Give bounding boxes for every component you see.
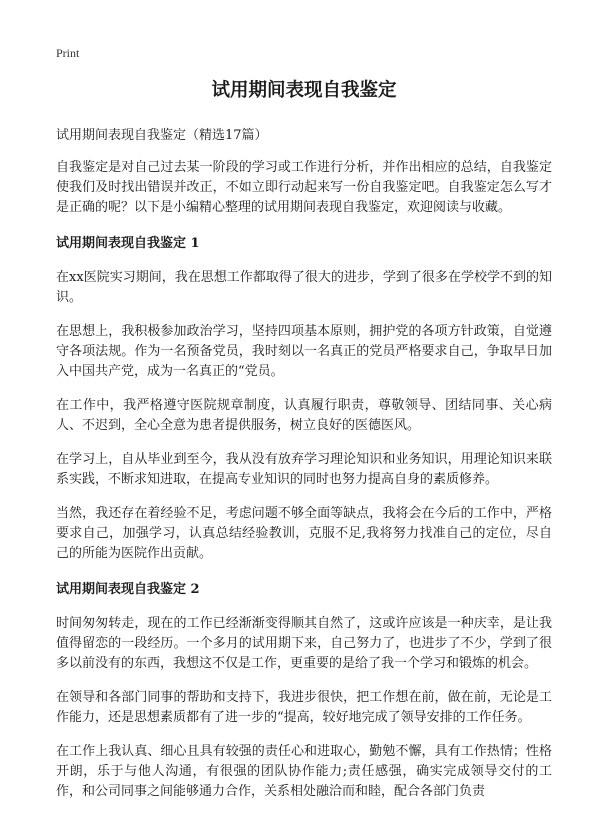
paragraph: 在思想上，我积极参加政治学习，坚持四项基本原则，拥护党的各项方针政策，自觉遵守各项法规。作为一名预备党员，我时刻以一名真正的党员严格要求自己，争取早日加入中国共产党，成为一名真正的“党员。 (56, 324, 552, 379)
paragraph: 在领导和各部门同事的帮助和支持下，我进步很快，把工作想在前，做在前，无论是工作能力，还是思想素质都有了进一步的“提高，较好地完成了领导安排的工作任务。 (56, 690, 552, 725)
paragraph: 在工作上我认真、细心且具有较强的责任心和进取心，勤勉不懈，具有工作热情；性格开朗，乐于与他人沟通，有很强的团队协作能力;责任感强，确实完成领导交付的工作，和公司同事之间能够通力合作，关系相处融洽而和睦，配合各部门负责 (56, 744, 552, 799)
paragraph: 在xx医院实习期间，我在思想工作都取得了很大的进步，学到了很多在学校学不到的知识。 (56, 270, 552, 305)
document-body (56, 78, 552, 816)
print-link[interactable]: Print (56, 46, 80, 60)
paragraph: 在学习上，自从毕业到至今，我从没有放弃学习理论知识和业务知识，用理论知识来联系实践，不断求知进取，在提高专业知识的同时也努力提高自身的素质修养。 (56, 452, 552, 487)
paragraph: 在工作中，我严格遵守医院规章制度，认真履行职责，尊敬领导、团结同事、关心病人、不迟到，全心全意为患者提供服务，树立良好的医德医风。 (56, 398, 552, 433)
paragraph: 时间匆匆转走，现在的工作已经渐渐变得顺其自然了，这或许应该是一种庆幸，是让我值得留恋的一段经历。一个多月的试用期下来，自己努力了，也进步了不少，学到了很多以前没有的东西，我想这不仅是工作，更重要的是给了我一个学习和锻炼的机会。 (56, 616, 552, 671)
intro-paragraph: 自我鉴定是对自己过去某一阶段的学习或工作进行分析，并作出相应的总结，自我鉴定使我们及时找出错误并改正，不如立即行动起来写一份自我鉴定吧。自我鉴定怎么写才是正确的呢？以下是小编精心整理的试用期间表现自我鉴定，欢迎阅读与收藏。 (56, 160, 552, 215)
document-subtitle: 试用期间表现自我鉴定（精选17篇） (56, 128, 268, 143)
paragraph: 当然，我还存在着经验不足，考虑问题不够全面等缺点，我将会在今后的工作中，严格要求自己，加强学习，认真总结经验教训，克服不足,我将努力找准自己的定位，尽自己的所能为医院作出贡献。 (56, 506, 552, 561)
section-heading-2: 试用期间表现自我鉴定 2 (56, 582, 200, 597)
section-heading-1: 试用期间表现自我鉴定 1 (56, 236, 200, 251)
document-title: 试用期间表现自我鉴定 (211, 80, 397, 101)
